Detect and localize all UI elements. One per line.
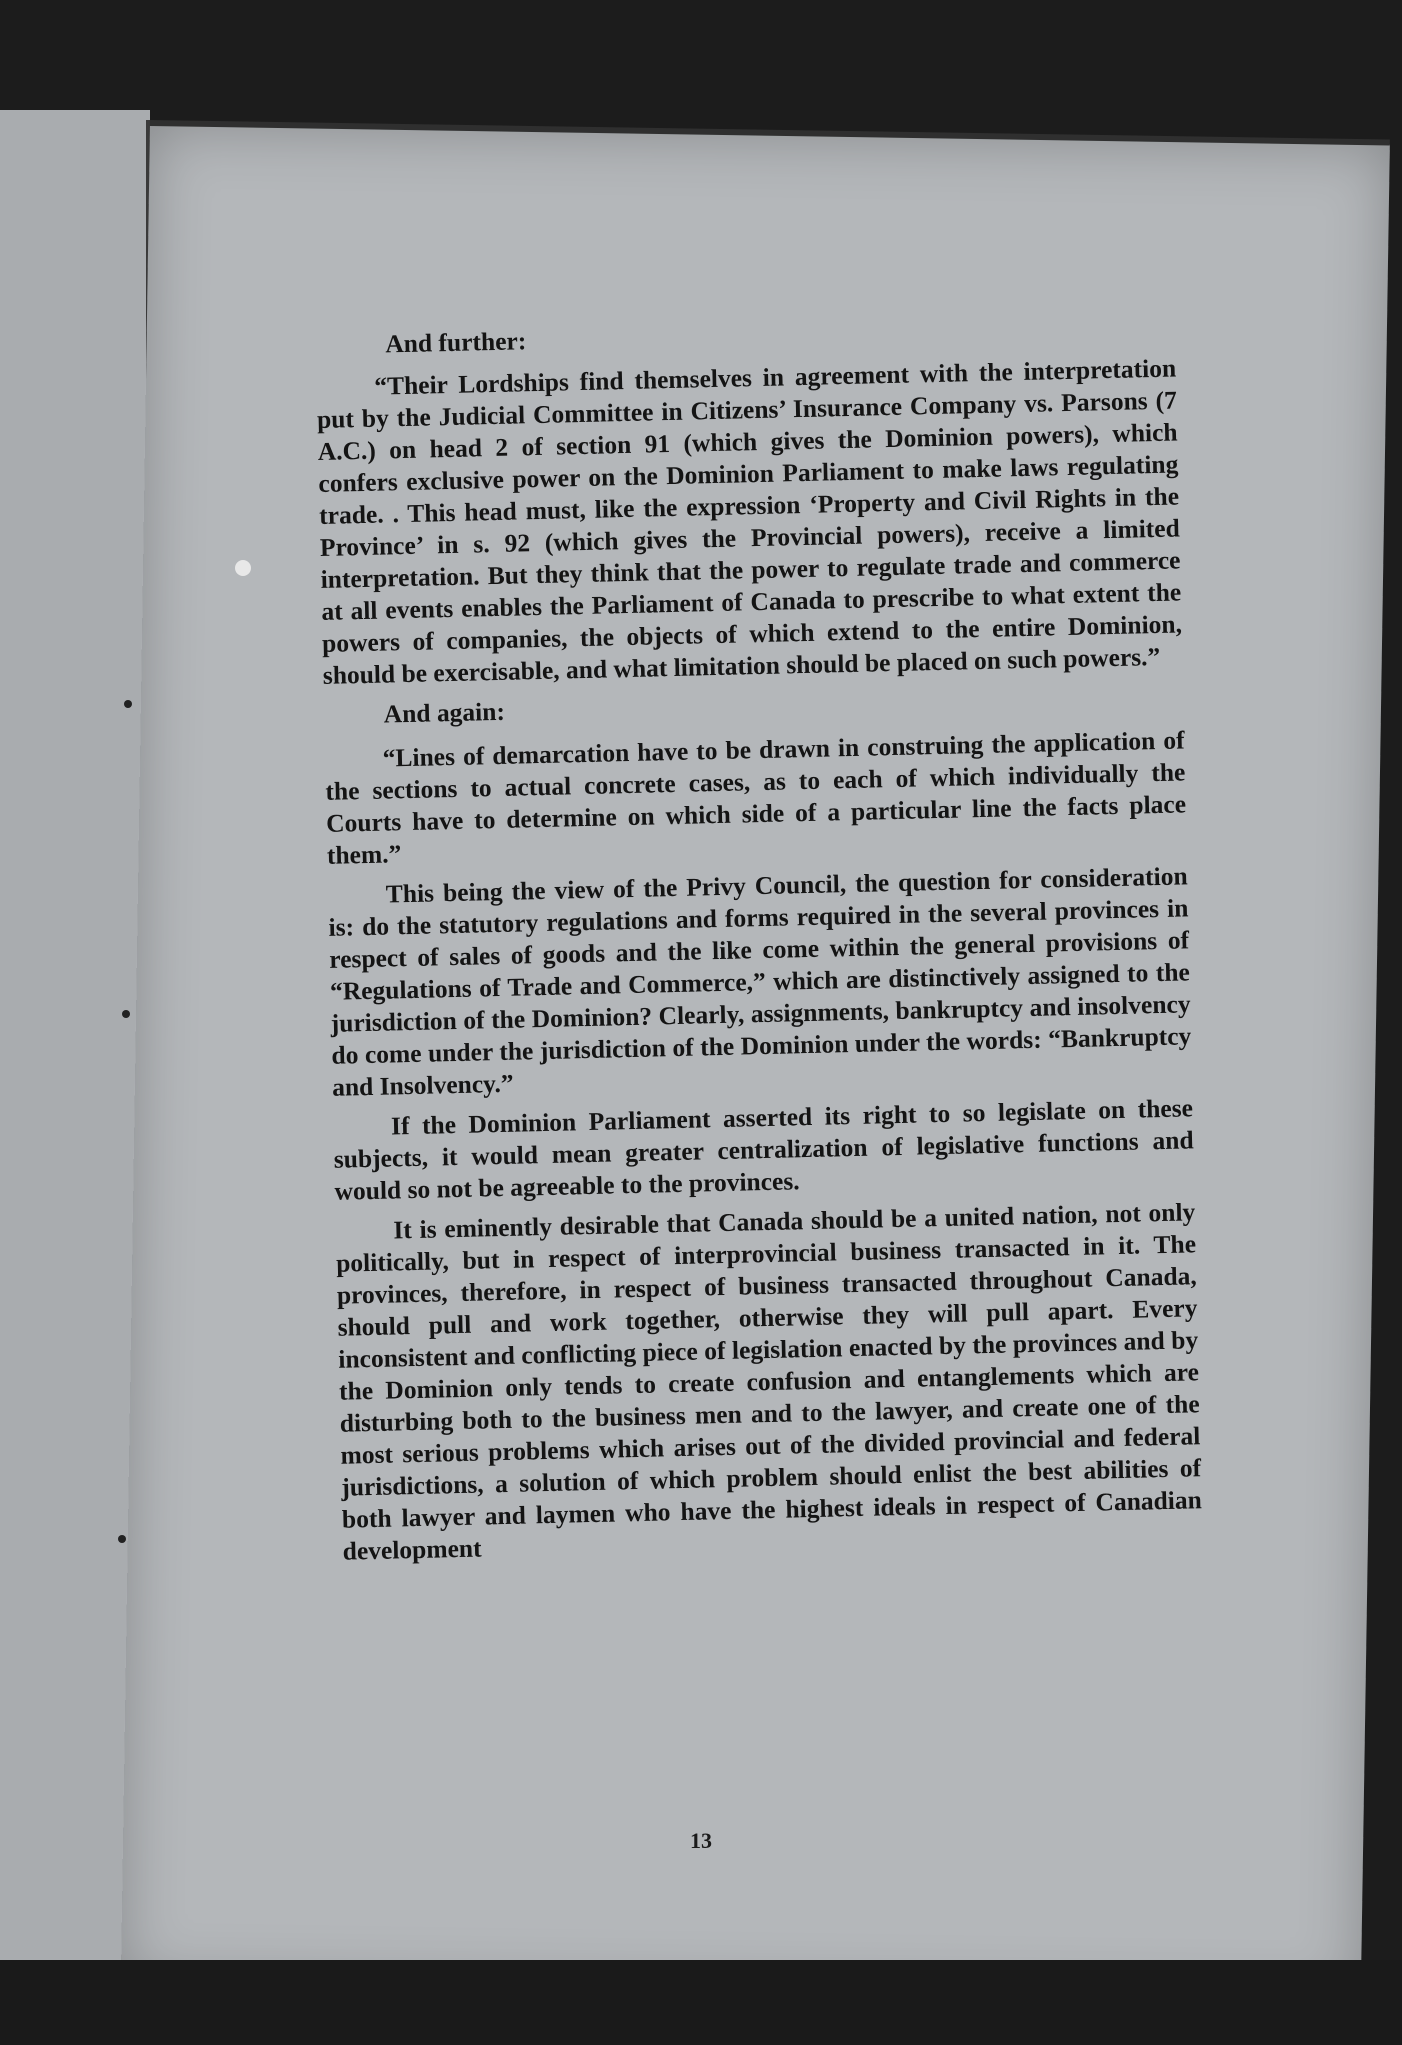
paper-speck [235, 560, 251, 576]
binding-mark [124, 700, 132, 708]
binding-mark [122, 1010, 130, 1018]
page-number: 13 [690, 1828, 712, 1853]
scan-bottom-band [0, 1960, 1402, 2045]
paragraph-united-nation: It is eminently desirable that Canada should be a united nation, not only politically, but in respect of interprovincial business transacted in it. The provinces, therefore, in respect of business transacted throughout Canada, should pull and work together, otherwise they will pull apart. Every inconsistent and conflicting piece of legislation enacted by the provinces and by the Dominion only tends to create confusion and entanglements which are disturbing both to the business men and to the lawyer, and create one of the most serious problems which arises out of the divided provincial and federal jurisdictions, a solution of which problem should enlist the best abilities of both lawyer and laymen who have the highest ideals in respect of Canadian development [335, 1197, 1203, 1566]
paragraph-dominion-parliament: If the Dominion Parliament asserted its right to so legislate on these subjects, it would mean greater centralization of legislative functions and would so not be agreeable to the provinces. [333, 1093, 1194, 1206]
quote-demarcation: “Lines of demarcation have to be drawn in construing the application of the sections to actual concrete cases, as to each of which individually the Courts have to determine on which side of a particular line the facts place them.” [325, 725, 1187, 870]
paragraph-privy-council: This being the view of the Privy Council, the question for consideration is: do the statutory regulations and forms required in the several provinces in respect of sales of goods and the like come within the general provisions of “Regulations of Trade and Commerce,” which are distinctively assigned to the jurisdiction of the Dominion? Clearly, assignments, bankruptcy and insolvency do come under the jurisdiction of the Dominion under the words: “Bankruptcy and Insolvency.” [328, 861, 1192, 1102]
binding-mark [118, 1535, 126, 1543]
quote-lordships: “Their Lordships find themselves in agreement with the interpretation put by the Judicial Committee in Citizens’ Insurance Company vs. Parsons (7 A.C.) on head 2 of section 91 (which gives the Dominion powers), which confers exclusive power on the Dominion Parliament to make laws regulating trade. . This head must, like the expression ‘Property and Civil Rights in the Province’ in s. 92 (which gives the Provincial powers), receive a limited interpretation. But they think that the power to regulate trade and commerce at all events enables the Parliament of Canada to prescribe to what extent the powers of companies, the objects of which extend to the entire Dominion, should be exercisable, and what limitation should be placed on such powers.” [316, 353, 1183, 690]
paragraph-and-again: And again: [383, 696, 506, 729]
paragraph-and-further: And further: [385, 326, 527, 359]
body-text [315, 310, 1203, 1575]
